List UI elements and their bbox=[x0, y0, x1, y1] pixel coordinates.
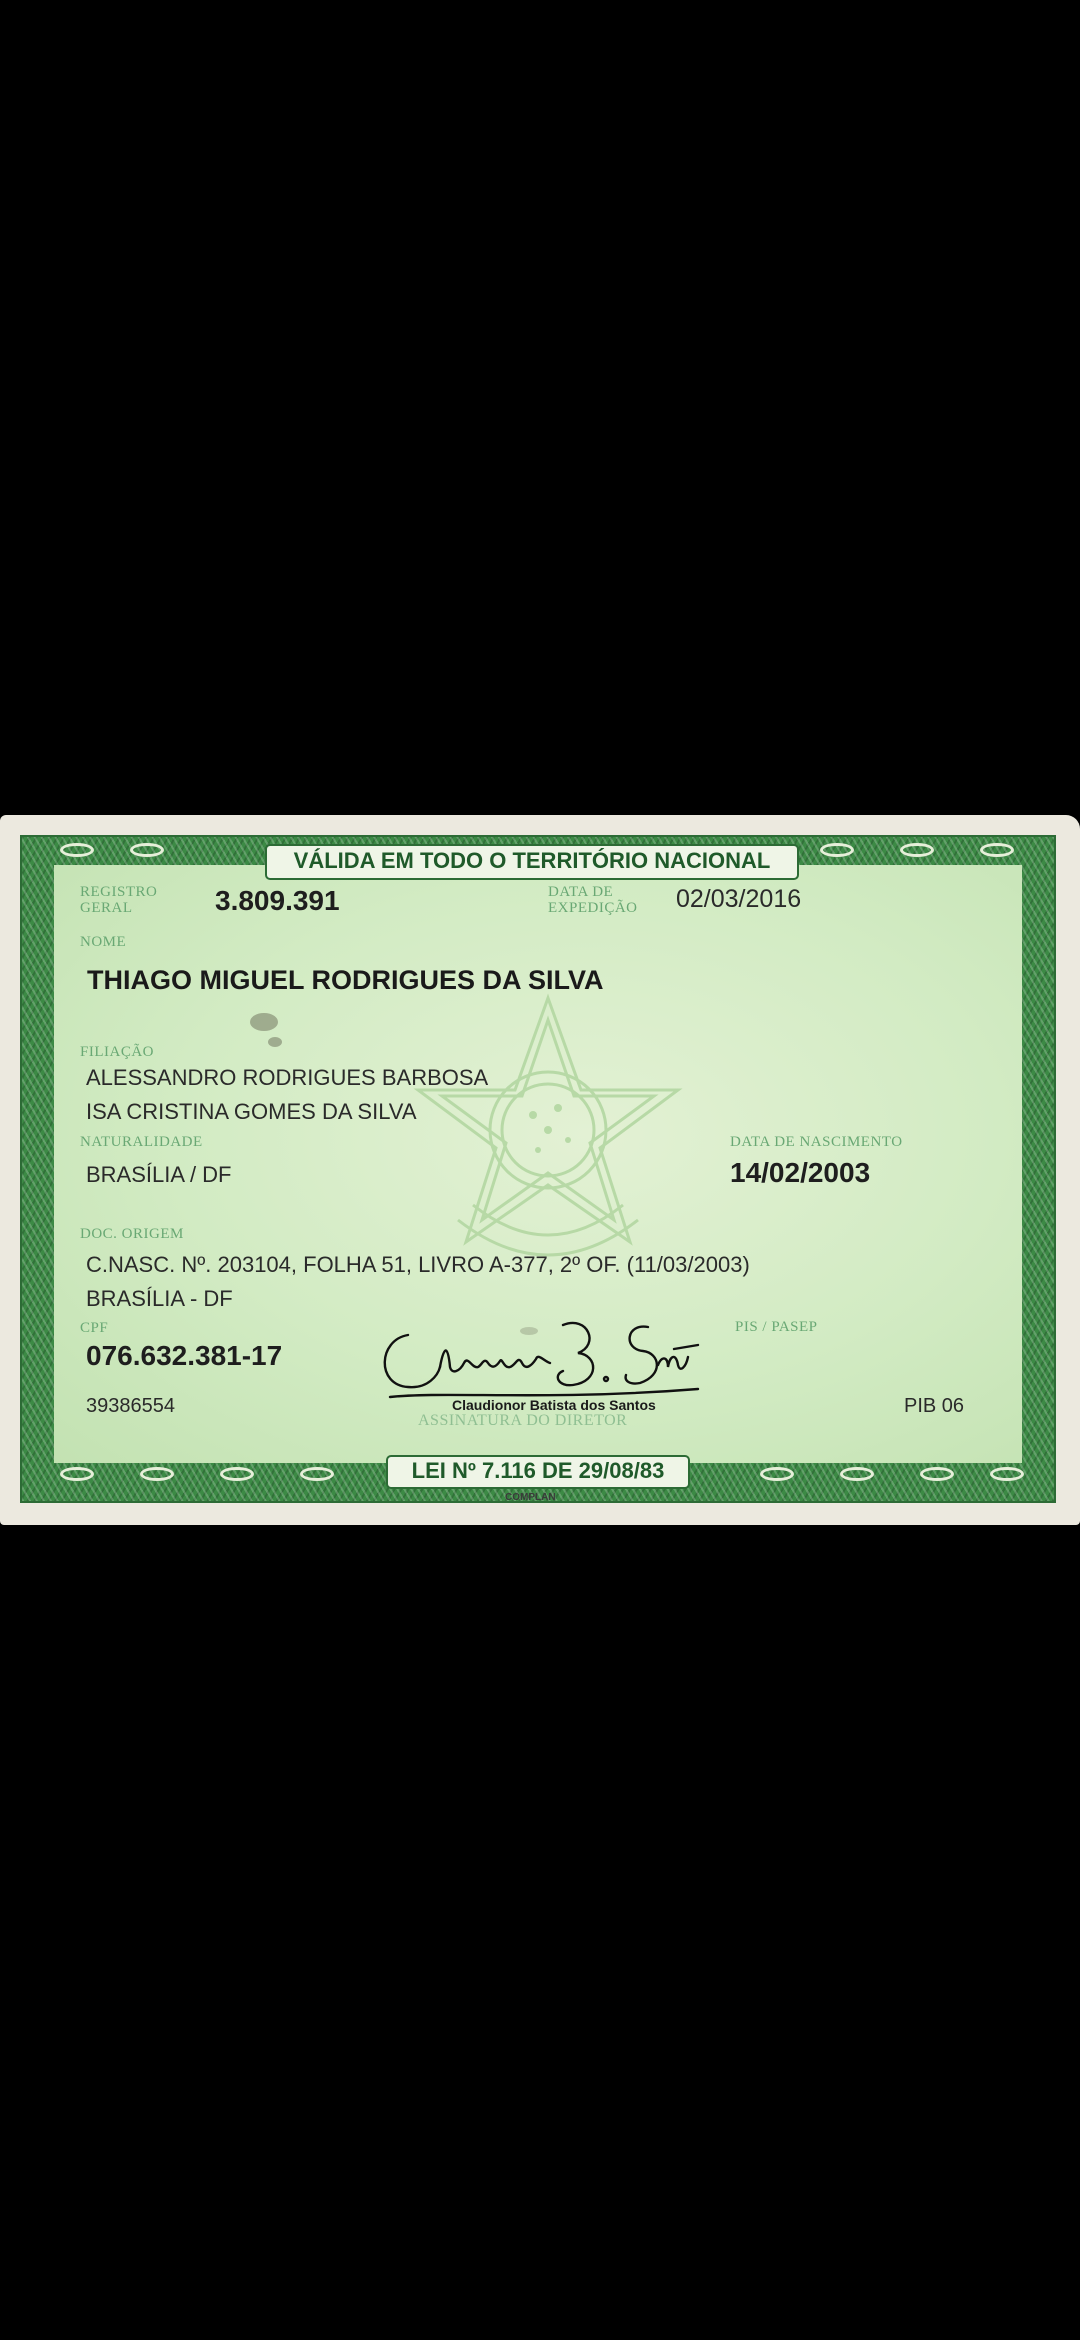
border-rosette bbox=[840, 1467, 874, 1481]
registro-label-line1: REGISTRO bbox=[80, 884, 158, 900]
registro-label-line2: GERAL bbox=[80, 900, 133, 916]
filiacao-label: FILIAÇÃO bbox=[80, 1044, 154, 1060]
registro-value: 3.809.391 bbox=[215, 885, 340, 916]
pis-label: PIS / PASEP bbox=[735, 1319, 818, 1335]
cpf-value: 076.632.381-17 bbox=[86, 1340, 283, 1371]
border-rosette bbox=[920, 1467, 954, 1481]
director-name: Claudionor Batista dos Santos bbox=[452, 1397, 656, 1413]
expedicao-label-line1: DATA DE bbox=[548, 884, 614, 900]
nascimento-label: DATA DE NASCIMENTO bbox=[730, 1134, 903, 1150]
coat-of-arms-icon bbox=[398, 990, 698, 1290]
nome-label: NOME bbox=[80, 934, 127, 950]
pib-code: PIB 06 bbox=[904, 1395, 965, 1417]
cpf-label: CPF bbox=[80, 1320, 109, 1336]
law-banner: LEI Nº 7.116 DE 29/08/83 bbox=[386, 1455, 690, 1489]
border-rosette bbox=[900, 843, 934, 857]
identity-card bbox=[0, 815, 1080, 1525]
border-rosette bbox=[980, 843, 1014, 857]
doc-origem-line1: C.NASC. Nº. 203104, FOLHA 51, LIVRO A-377, 2º OF. (11/03/2003) bbox=[86, 1252, 750, 1277]
border-rosette bbox=[130, 843, 164, 857]
director-signature bbox=[368, 1305, 708, 1405]
father-name: ALESSANDRO RODRIGUES BARBOSA bbox=[86, 1065, 489, 1090]
border-rosette bbox=[300, 1467, 334, 1481]
doc-origem-line2: BRASÍLIA - DF bbox=[86, 1286, 233, 1311]
mother-name: ISA CRISTINA GOMES DA SILVA bbox=[86, 1099, 417, 1124]
expedicao-value: 02/03/2016 bbox=[676, 885, 802, 913]
director-label: ASSINATURA DO DIRETOR bbox=[418, 1412, 628, 1429]
validity-banner: VÁLIDA EM TODO O TERRITÓRIO NACIONAL bbox=[265, 844, 799, 880]
border-rosette bbox=[820, 843, 854, 857]
border-rosette bbox=[60, 843, 94, 857]
nascimento-value: 14/02/2003 bbox=[730, 1157, 871, 1188]
border-rosette bbox=[990, 1467, 1024, 1481]
border-rosette bbox=[140, 1467, 174, 1481]
naturalidade-value: BRASÍLIA / DF bbox=[86, 1162, 232, 1187]
border-rosette bbox=[60, 1467, 94, 1481]
naturalidade-label: NATURALIDADE bbox=[80, 1134, 203, 1150]
border-rosette bbox=[220, 1467, 254, 1481]
control-number: 39386554 bbox=[86, 1395, 175, 1417]
border-rosette bbox=[760, 1467, 794, 1481]
expedicao-label-line2: EXPEDIÇÃO bbox=[548, 900, 638, 916]
doc-origem-label: DOC. ORIGEM bbox=[80, 1226, 184, 1242]
stain bbox=[250, 1013, 278, 1031]
stain bbox=[268, 1037, 282, 1047]
nome-value: THIAGO MIGUEL RODRIGUES DA SILVA bbox=[87, 965, 604, 995]
printer-mark: COMPLAN bbox=[505, 1492, 556, 1503]
